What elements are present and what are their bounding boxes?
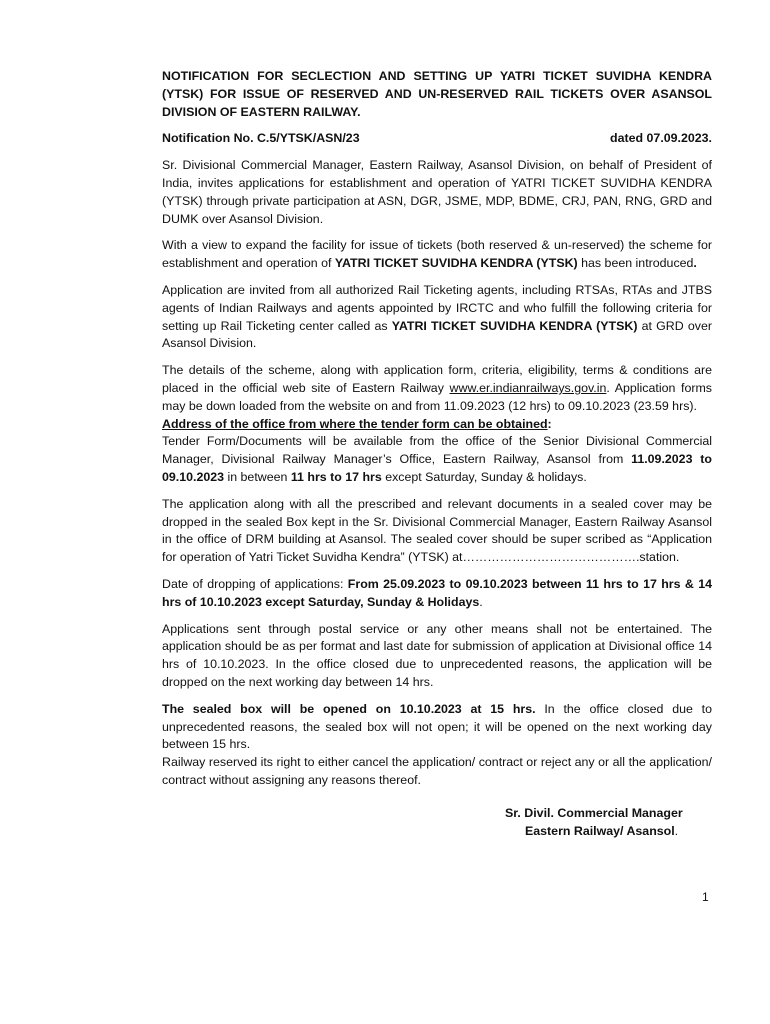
paragraph-tender-form: Tender Form/Documents will be available from the office of the Senior Divisional Commercial Manager, Divisional Railway Manager’s Office, Eastern Railway, Asansol from 11.09.2023 to 09.10.2023 in between 11 hrs to 17 hrs except Saturday, Sunday & holidays. xyxy=(162,434,712,484)
signature-block xyxy=(162,804,712,840)
paragraph-postal: Applications sent through postal service or any other means shall not be entertained. The application should be as per format and last date for submission of application at Divisional office 14 hrs of 10.10.2023. In the office closed due to unprecedented reasons, the application will be dropped on the next working day between 14 hrs. xyxy=(162,621,712,689)
paragraph-eligibility: Application are invited from all authorized Rail Ticketing agents, including RTSAs, RTAs and JTBS agents of Indian Railways and agents appointed by IRCTC and who fulfill the following criteria for setting up Rail Ticketing center called as YATRI TICKET SUVIDHA KENDRA (YTSK) at GRD over Asansol Division. xyxy=(162,282,712,351)
website-link[interactable]: www.er.indianrailways.gov.in xyxy=(449,380,607,395)
signature-designation: Sr. Divil. Commercial Manager xyxy=(505,805,683,820)
notification-number: Notification No. C.5/YTSK/ASN/23 xyxy=(162,131,360,146)
paragraph-details: The details of the scheme, along with application form, criteria, eligibility, terms & conditions are placed in the official web site of Eastern Railway www.er.indianrailways.gov.in. Application forms may be down loaded from the website on and from 11.09.2023 (12 hrs) to 09.10.2023 (23.59 hrs). xyxy=(162,363,712,413)
paragraph-invitation: Sr. Divisional Commercial Manager, Eastern Railway, Asansol Division, on behalf of President of India, invites applications for establishment and operation of YATRI TICKET SUVIDHA KENDRA (YTSK) through private participation at ASN, DGR, JSME, MDP, BDME, CRJ, PAN, RNG, GRD and DUMK over Asansol Division. xyxy=(162,158,712,226)
address-heading: Address of the office from where the tender form can be obtained: xyxy=(162,416,552,431)
document-page xyxy=(162,68,712,840)
paragraph-rights: Railway reserved its right to either cancel the application/ contract or reject any or all the application/ contract without assigning any reasons thereof. xyxy=(162,755,712,787)
paragraph-box-opening: The sealed box will be opened on 10.10.2023 at 15 hrs. In the office closed due to unprecedented reasons, the sealed box will not open; it will be opened on the next working day between 15 hrs. xyxy=(162,701,712,752)
page-number: 1 xyxy=(702,890,709,904)
paragraph-dropping-dates: Date of dropping of applications: From 25.09.2023 to 09.10.2023 between 11 hrs to 17 hrs & 14 hrs of 10.10.2023 except Saturday, Sunday & Holidays. xyxy=(162,576,712,609)
signature-office: Eastern Railway/ Asansol. xyxy=(525,823,679,838)
paragraph-sealed-cover: The application along with all the prescribed and relevant documents in a sealed cover may be dropped in the sealed Box kept in the Sr. Divisional Commercial Manager, Eastern Railway Asansol in the office of DRM building at Asansol. The sealed cover should be super scribed as “Application for operation of Yatri Ticket Suvidha Kendra” (YTSK) at…………………………………….station. xyxy=(162,496,712,565)
document-title: NOTIFICATION FOR SECLECTION AND SETTING UP YATRI TICKET SUVIDHA KENDRA (YTSK) FOR ISSUE OF RESERVED AND UN-RESERVED RAIL TICKETS OVER ASANSOL DIVISION OF EASTERN RAILWAY. xyxy=(162,69,712,119)
notification-line xyxy=(162,130,712,148)
notification-date: dated 07.09.2023. xyxy=(610,131,712,146)
paragraph-scheme: With a view to expand the facility for issue of tickets (both reserved & un-reserved) the scheme for establishment and operation of YATRI TICKET SUVIDHA KENDRA (YTSK) has been introduced. xyxy=(162,238,712,271)
